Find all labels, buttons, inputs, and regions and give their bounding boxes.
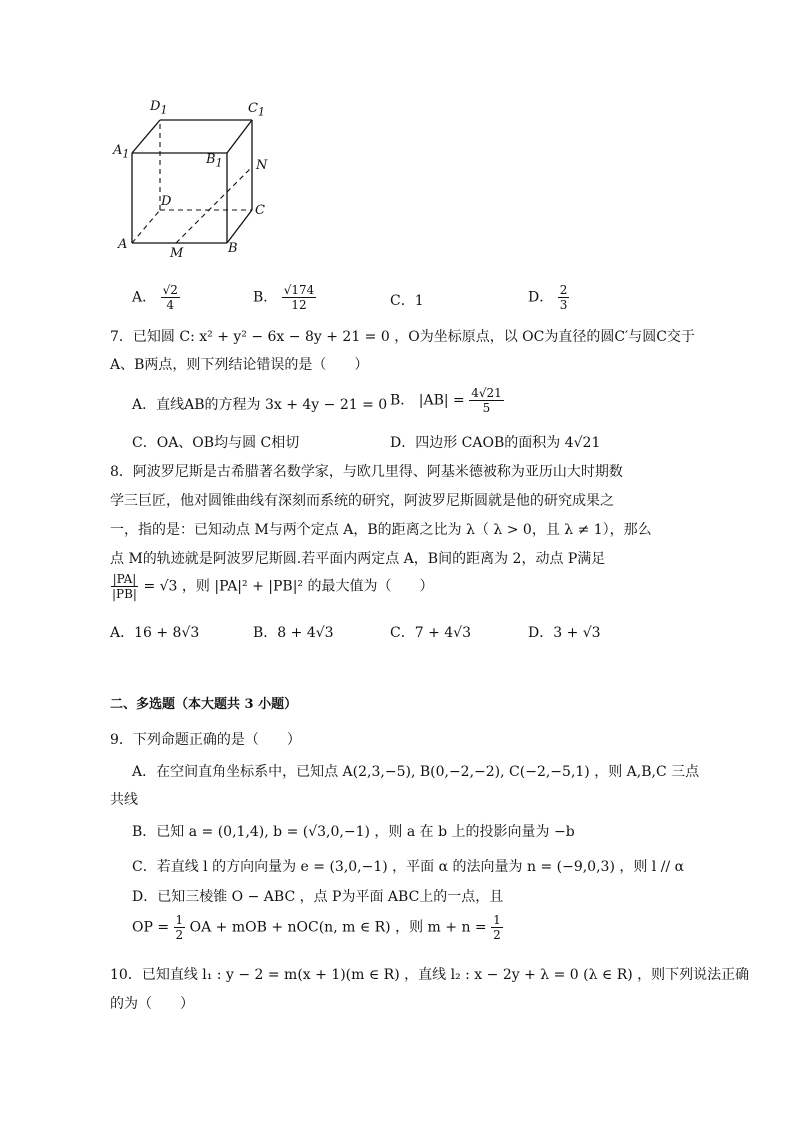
segment-M-N [176,167,252,243]
q6-option-a[interactable] [132,283,180,312]
fraction: $\frac{√2}{4}$ [162,283,178,312]
q9-option-d-line1[interactable]: D．已知三棱锥 O − ABC ，点 P为平面 ABC上的一点，且 [132,889,504,905]
q6-option-d[interactable] [528,283,569,312]
q8-option-c[interactable]: C．7 + 4√3 [390,625,471,641]
fraction: $\frac{1}{2}$ [493,913,501,942]
q7-stem-line2: A、B两点，则下列结论错误的是（ ） [110,357,369,373]
option-label: C． [390,293,415,309]
q9-option-b[interactable]: B．已知 a = (0,1,4), b = (√3,0,−1) ，则 a 在 b 上的投影向量为 −b [132,824,575,840]
option-label: D． [528,289,554,306]
fraction: $\frac{√174}{12}$ [283,283,315,312]
option-label: B． [253,289,278,306]
stem-text: = √3 ，则 |PA|² + |PB|² 的最大值为（ ） [143,578,434,595]
edge-C-B [227,210,252,243]
label-N: N [256,158,268,173]
q8-stem-line3: 一，指的是：已知动点 M与两个定点 A，B的距离之比为 λ（ λ > 0，且 λ ≠ 1），那么 [110,522,652,538]
fraction: $\frac{4√21}{5}$ [471,386,502,415]
q7-option-d[interactable]: D．四边形 CAOB的面积为 4√21 [390,435,601,451]
edge-A1-D1 [132,120,160,153]
q9-option-a-line1[interactable]: A．在空间直角坐标系中，已知点 A(2,3,−5), B(0,−2,−2), C(−2,−5,1) ，则 A,B,C 三点 [132,764,700,780]
fraction: $\frac{|PA|}{|PB|}$ [112,572,137,601]
edge-A-D [132,210,160,243]
q8-option-d[interactable]: D．3 + √3 [528,625,601,641]
option-label: B． [390,392,415,409]
label-D: D [161,194,172,209]
label-C1: $C_1$ [248,101,265,119]
section-heading: 二、多选题（本大题共 3 小题） [110,697,298,712]
q7-option-b[interactable] [390,386,504,415]
q9-option-c[interactable]: C．若直线 l 的方向向量为 e = (3,0,−1) ，平面 α 的法向量为 n = (−9,0,3) ，则 l // α [132,859,685,875]
option-label: A． [132,289,157,306]
edge-C1-B1 [227,120,252,153]
q7-option-a[interactable]: A．直线AB的方程为 3x + 4y − 21 = 0 [132,397,388,413]
q7-stem-line1: 7．已知圆 C: x² + y² − 6x − 8y + 21 = 0 ，O为坐标原点，以 OC为直径的圆C′与圆C交于 [110,329,695,345]
label-C: C [255,203,265,218]
cube-svg [110,95,280,265]
q10-stem-line1: 10．已知直线 l₁ : y − 2 = m(x + 1)(m ∈ R) ，直线 l₂ : x − 2y + λ = 0 (λ ∈ R) ，则下列说法正确 [110,967,750,983]
label-M: M [170,246,184,261]
q9-option-a-line2: 共线 [110,792,138,808]
label-D1: $D_1$ [150,99,168,117]
q8-option-b[interactable]: B．8 + 4√3 [253,625,334,641]
q9-stem: 9．下列命题正确的是（ ） [110,732,301,748]
cube-figure [110,95,280,265]
label-A1: $A_1$ [113,143,130,161]
q8-stem-line5 [110,572,433,601]
fraction: $\frac{1}{2}$ [175,913,184,942]
fraction: $\frac{2}{3}$ [559,283,568,312]
q8-option-a[interactable]: A．16 + 8√3 [110,625,200,641]
label-B: B [228,241,238,256]
q6-option-c[interactable] [390,290,424,310]
q10-stem-line2: 的为（ ） [110,996,194,1012]
q8-stem-line1: 8．阿波罗尼斯是古希腊著名数学家，与欧几里得、阿基米德被称为亚历山大时期数 [110,464,623,480]
expr-text: OA + mOB + nOC(n, m ∈ R) ，则 m + n = [189,919,487,936]
q8-stem-line2: 学三巨匠，他对圆锥曲线有深刻而系统的研究，阿波罗尼斯圆就是他的研究成果之 [110,493,614,509]
expr-text: OP = [132,919,170,936]
label-B1: $B_1$ [206,152,223,170]
q8-stem-line4: 点 M的轨迹就是阿波罗尼斯圆.若平面内两定点 A，B间的距离为 2，动点 P满足 [110,551,606,567]
q7-option-c[interactable]: C．OA、OB均与圆 C相切 [132,435,300,451]
option-text: 1 [414,293,424,309]
label-A: A [118,237,128,252]
option-text: |AB| = [418,392,465,409]
q6-option-b[interactable] [253,283,316,312]
q9-option-d-line2 [132,913,503,942]
